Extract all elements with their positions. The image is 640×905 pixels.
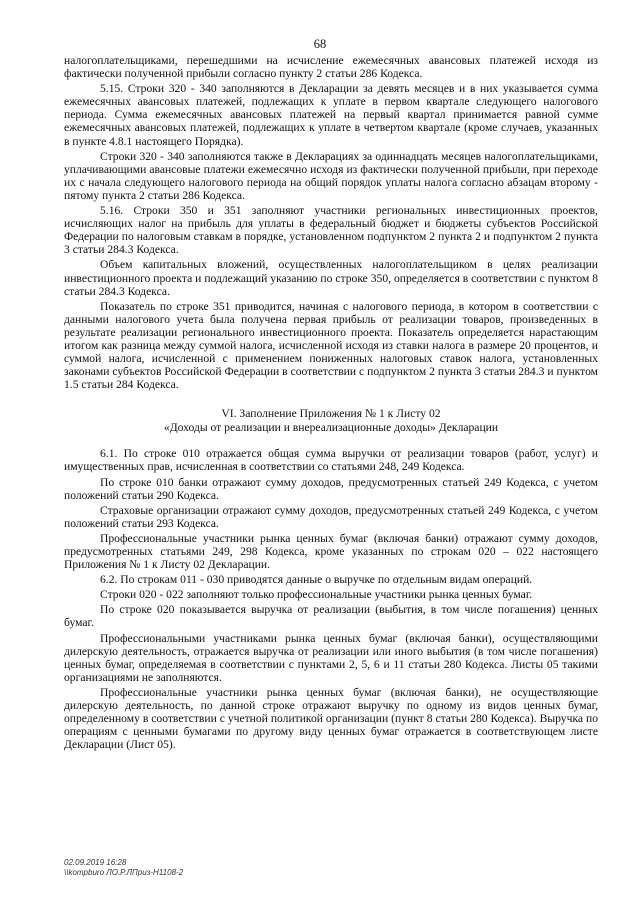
section-heading (64, 407, 598, 435)
section-heading-line2: «Доходы от реализации и внереализационные доходы» Декларации (163, 421, 499, 435)
footer-file-path: \\kompburo ЛО.Р.ЛПриз-Н1108-2 (64, 868, 184, 877)
paragraph-top-5: Показатель по строке 351 приводится, начиная с налогового периода, в котором в соответствии с данными налогового учета была получена первая прибыль от реализации товаров, произведенных в результате реализации регионального инвестиционного проекта. Показатель определяется нарастающим итогом как разница между суммой налога, исчисленной исходя из ставки налога в размере 20 процентов, и суммой налога, исчисленной с применением пониженных налоговых ставок налога, установленных законами субъектов Российской Федерации в соответствии с подпунктом 2 пункта 3 статьи 284.3 и пунктом 1.5 статьи 284 Кодекса. (64, 299, 598, 392)
paragraph-top-0: налогоплательщиками, перешедшими на исчисление ежемесячных авансовых платежей исходя из фактически полученной прибыли согласно пункту 2 статьи 286 Кодекса. (64, 54, 598, 81)
paragraph-top-3: 5.16. Строки 350 и 351 заполняют участники региональных инвестиционных проектов, исчисляющих налог на прибыль для уплаты в федеральный бюджет и бюджеты субъектов Российской Федерации по налоговым ставкам в порядке, установленном подпунктом 2 пункта 2 и подпунктом 2 пункта 3 статьи 284.3 Кодекса. (64, 204, 598, 257)
paragraph-bottom-3: Профессиональные участники рынка ценных бумаг (включая банки) отражают сумму доходов, предусмотренных статьями 249, 298 Кодекса, кроме указанных по строкам 020 – 022 настоящего Приложения № 1 к Листу 02 Декларации. (64, 531, 598, 572)
paragraph-bottom-8: Профессиональные участники рынка ценных бумаг (включая банки), не осуществляющие дилерскую деятельность, по данной строке отражают выручку по одному из видов ценных бумаг, определенному в соответствии с учетной политикой организации (пункт 8 статьи 280 Кодекса). Выручка по операциям с ценными бумагами по другому виду ценных бумаг отражается в соответствующем листе Декларации (Лист 05). (64, 685, 598, 752)
paragraph-top-2: Строки 320 - 340 заполняются также в Декларациях за одиннадцать месяцев налогоплательщиками, уплачивающими авансовые платежи ежемесячно исходя из фактически полученной прибыли, при переходе их с начала следующего налогового периода на общий порядок уплаты налога согласно абзацам второму - пятому пункта 2 статьи 286 Кодекса. (64, 149, 598, 202)
paragraph-bottom-4: 6.2. По строкам 011 - 030 приводятся данные о выручке по отдельным видам операций. (100, 573, 533, 587)
page-footer (64, 858, 183, 878)
paragraph-top-4: Объем капитальных вложений, осуществленных налогоплательщиком в целях реализации инвестиционного проекта и подлежащий указанию по строке 350, определяется в соответствии с пунктом 8 статьи 284.3 Кодекса. (64, 258, 598, 298)
paragraph-bottom-0: 6.1. По строке 010 отражается общая сумма выручки от реализации товаров (работ, услуг) и имущественных прав, исчисленная в соответствии со статьями 248, 249 Кодекса. (64, 447, 598, 474)
paragraph-bottom-5: Строки 020 - 022 заполняют только профессиональные участники рынка ценных бумаг. (100, 588, 533, 602)
paragraph-bottom-6: По строке 020 показывается выручка от реализации (выбытия, в том числе погашения) ценных бумаг. (64, 603, 598, 630)
footer-timestamp: 02.09.2019 16:28 (64, 858, 127, 867)
document-body (64, 54, 598, 753)
paragraph-bottom-7: Профессиональными участниками рынка ценных бумаг (включая банки), осуществляющими дилерскую деятельность, отражается выручка от реализации или иного выбытия (в том числе погашения) ценных бумаг, определяемая в соответствии с пунктами 2, 5, 6 и 11 статьи 280 Кодекса. Листы 05 такими организациями не заполняются. (64, 631, 598, 684)
paragraph-top-1: 5.15. Строки 320 - 340 заполняются в Декларации за девять месяцев и в них указывается сумма ежемесячных авансовых платежей, подлежащих к уплате в первом квартале следующего налогового периода. Сумма ежемесячных авансовых платежей на первый квартал принимается равной сумме ежемесячных авансовых платежей, подлежащих к уплате в четвертом квартале (кроме случаев, указанных в пункте 4.8.1 настоящего Порядка). (64, 82, 598, 148)
section-heading-line1: VI. Заполнение Приложения № 1 к Листу 02 (221, 407, 441, 421)
paragraph-bottom-1: По строке 010 банки отражают сумму доходов, предусмотренных статьей 249 Кодекса, с учетом положений статьи 290 Кодекса. (64, 475, 598, 502)
paragraph-bottom-2: Страховые организации отражают сумму доходов, предусмотренных статьей 249 Кодекса, с учетом положений статьи 293 Кодекса. (64, 503, 598, 530)
page-number: 68 (313, 37, 327, 51)
